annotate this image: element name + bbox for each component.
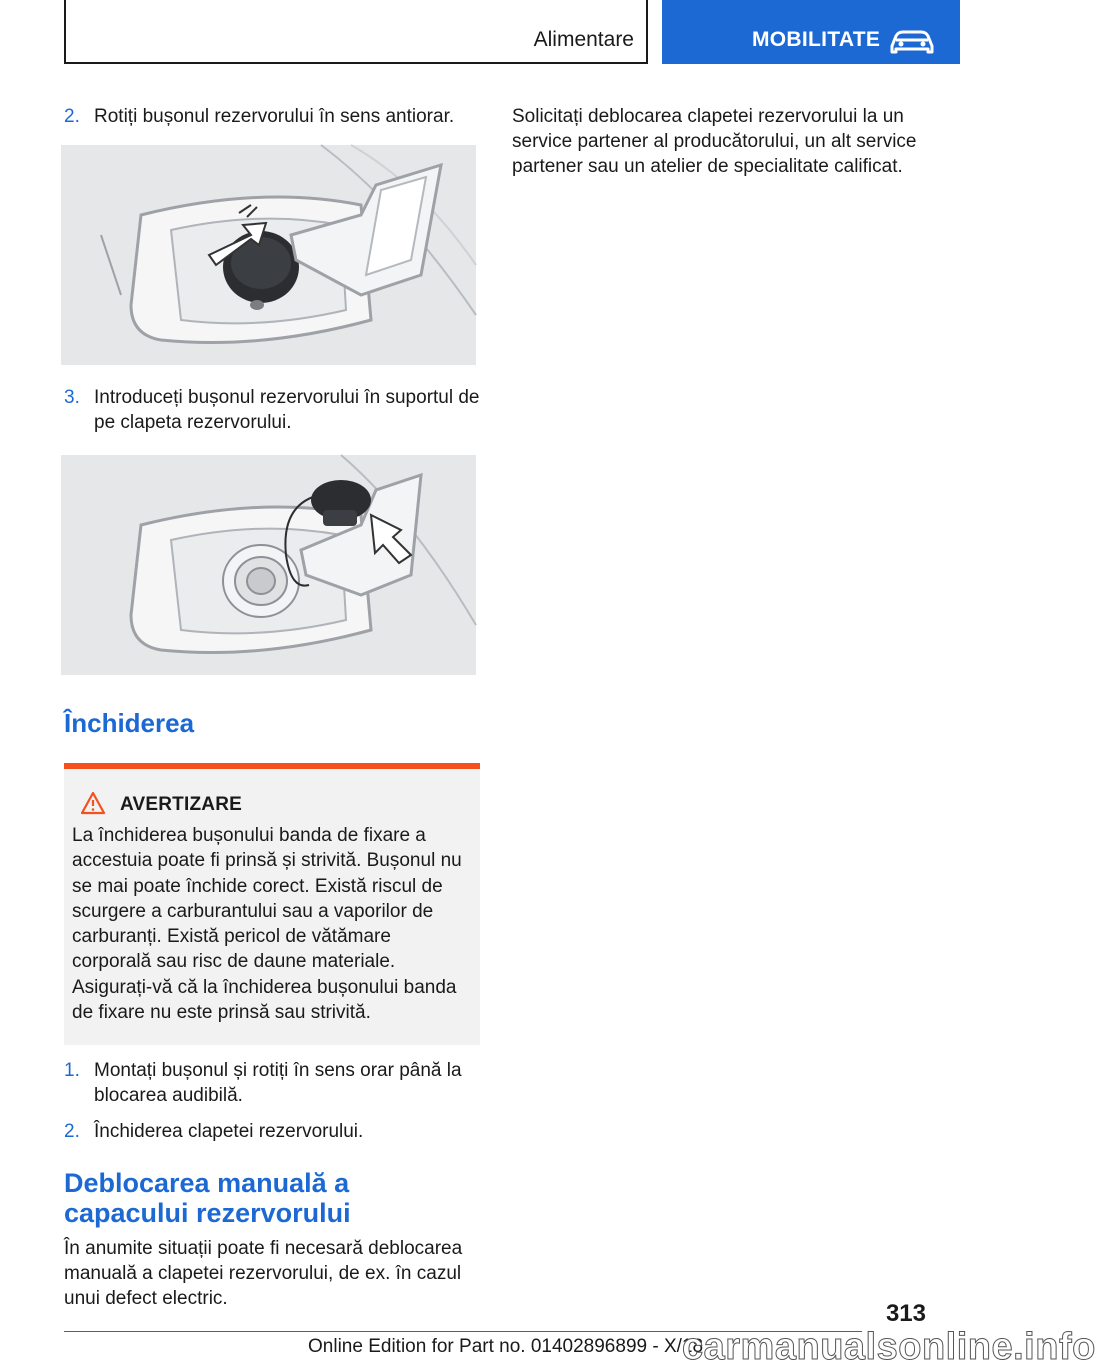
car-icon (888, 28, 936, 56)
fuel-cap-in-holder-illustration (61, 455, 476, 675)
warning-triangle-icon (80, 791, 120, 820)
step-number: 2. (64, 106, 80, 127)
step-text: Rotiți bușonul rezervorului în sens antiorar. (94, 106, 455, 127)
photo-cap-holder (61, 455, 476, 675)
step-number: 2. (64, 1121, 80, 1143)
fuel-flap-open-cap-illustration (61, 145, 476, 365)
step-item (64, 1058, 480, 1108)
watermark: carmanualsonline.info (682, 1326, 1096, 1368)
step-text: Închiderea clapetei rezervorului. (94, 1121, 364, 1143)
warning-body: La închiderea bușonului banda de fixare a accestuia poate fi prinsă și strivită. Bușonul nu se mai poate închide corect. Există riscul de scurgere a carburantului sau a vaporilor de carburanți. Există pericol de vătămare corporală sau risc de daune materiale. Asigurați-vă că la închiderea bușonului banda de fixare nu este prinsă sau strivită. (72, 825, 462, 1024)
footer-edition: Online Edition for Part no. 01402896899 - X/18 (308, 1336, 704, 1357)
chapter-title: MOBILITATE (752, 28, 881, 51)
warning-title: AVERTIZARE (120, 794, 242, 815)
step-number: 3. (64, 387, 80, 408)
step-item (64, 385, 480, 435)
header-chapter-tab[interactable] (662, 0, 960, 64)
step-text: Introduceți bușonul rezervorului în suportul de pe clapeta rezervorului. (94, 387, 480, 433)
right-column (512, 104, 922, 179)
step-item (64, 104, 480, 129)
section-heading-manual-unlock: Deblocarea manuală a capacului rezervorului (64, 1168, 351, 1229)
step-number: 1. (64, 1060, 80, 1082)
right-text: Solicitați deblocarea clapetei rezervorului la un service partener al producătorului, un alt service partener sau un atelier de specialitate calificat. (512, 106, 917, 177)
step-text: Montați bușonul și rotiți în sens orar până la blocarea audibilă. (94, 1060, 462, 1107)
section-heading-closing: Închiderea (64, 708, 195, 738)
warning-box (64, 763, 480, 1045)
section-title: Alimentare (533, 28, 634, 51)
left-column (64, 104, 480, 1311)
step-item (64, 1119, 480, 1144)
page-number: 313 (885, 1300, 926, 1327)
photo-turn-cap (61, 145, 476, 365)
manual-unlock-text: În anumite situații poate fi necesară deblocarea manuală a clapetei rezervorului, de ex. în cazul unui defect electric. (64, 1238, 463, 1310)
header-section-box (64, 0, 648, 64)
warning-title-row (72, 791, 474, 819)
